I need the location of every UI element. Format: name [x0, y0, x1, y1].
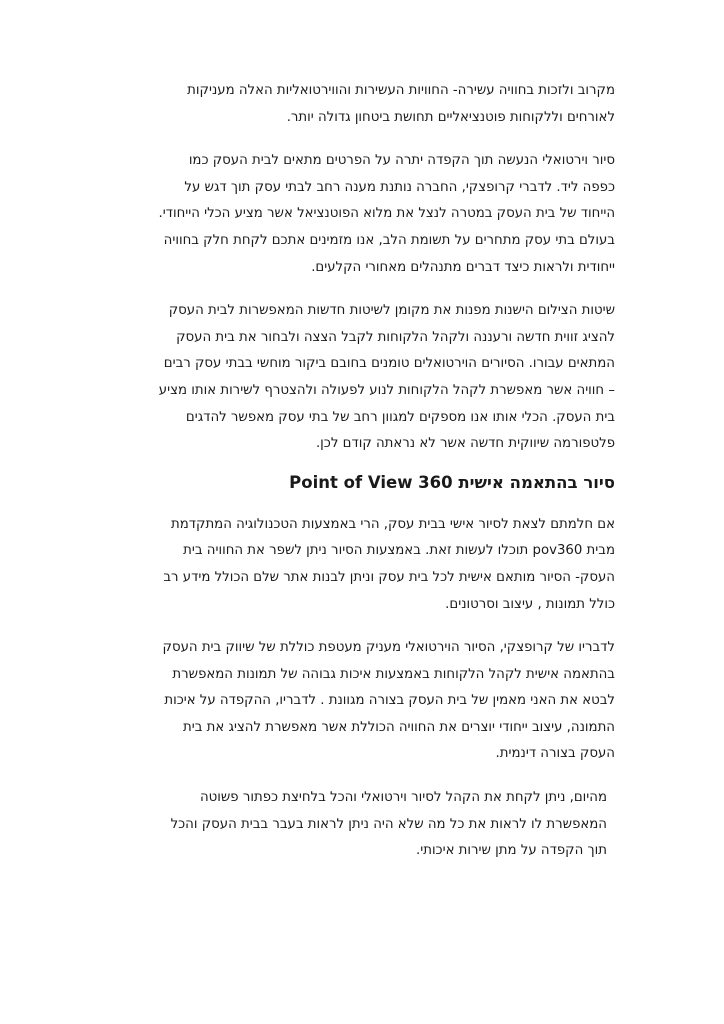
- text-line: לבטא את האני מאמין של בית העסק בצורה מגוונת . לדבריו, ההקפדה על איכות: [164, 693, 615, 709]
- text-line: בעולם בתי עסק מתחרים על תשומת הלב, אנו מזמינים אתכם לקחת חלק בחוויה: [163, 232, 615, 248]
- text-line: בית העסק. הכלי אותו אנו מספקים למגוון רחב של בתי עסק מאפשר להדגים: [185, 409, 615, 425]
- text-line: בהתאמה אישית לקהל הלקוחות באמצעות איכות גבוהה של תמונות המאפשרת: [172, 666, 615, 682]
- document-page: [95, 78, 615, 865]
- section-heading: סיור בהתאמה אישית Point of View 360: [289, 472, 615, 492]
- paragraph-marketing-envelope: [95, 635, 615, 768]
- text-line: המתאים עבורו. הסיורים הוירטואלים טומנים בחובם ביקור מוחשי בבתי עסק רבים: [163, 356, 615, 372]
- text-line: מקרוב ולזכות בחוויה עשירה- החוויות העשירות והווירטואליות האלה מעניקות: [187, 83, 615, 98]
- text-line: מהיום, ניתן לקחת את הקהל לסיור וירטואלי והכל בלחיצת כפתור פשוטה: [199, 790, 607, 806]
- paragraph-intro-continuation: [95, 78, 615, 131]
- text-line: המאפשרת לו לראות את כל מה שלא היה ניתן לראות בעבר בבית העסק והכל: [170, 816, 607, 832]
- text-line: כולל תמונות , עיצוב וסרטונים.: [445, 596, 615, 612]
- text-line: שיטות הצילום הישנות מפנות את מקומן לשיטות חדשות המאפשרות לבית העסק: [168, 303, 615, 319]
- text-line: העסק- הסיור מותאם אישית לכל בית עסק וניתן לבנות אתר שלם הכולל מידע רב: [163, 569, 615, 585]
- text-line: העסק בצורה דינמית.: [495, 746, 615, 762]
- text-line: ייחודית ולראות כיצד דברים מתנהלים מאחורי הקלעים.: [311, 259, 615, 275]
- text-line: סיור וירטואלי הנעשה תוך הקפדה יתרה על הפרטים מתאים לבית העסק כמו: [188, 153, 615, 169]
- paragraph-photography-methods: [95, 298, 615, 458]
- text-line: לאורחים וללקוחות פוטנציאליים תחושת ביטחון גדולה יותר.: [286, 109, 615, 125]
- text-line: מבית pov360 תוכלו לעשות זאת. באמצעות הסיור ניתן לשפר את החוויה בית: [183, 543, 615, 559]
- text-line: הייחוד של בית העסק במטרה לנצל את מלוא הפוטנציאל אשר מציע הכלי הייחודי.: [158, 206, 615, 222]
- paragraph-closing: [95, 785, 615, 865]
- text-line: – חוויה אשר מאפשרת לקהל הלקוחות לנוע לפעולה ולהצטרף לשירות אותו מציע: [158, 382, 615, 398]
- text-line: פלטפורמה שיווקית חדשה אשר לא נראתה קודם לכן.: [315, 436, 615, 452]
- paragraph-personal-tour: [95, 512, 615, 618]
- text-line: תוך הקפדה על מתן שירות איכותי.: [416, 843, 607, 859]
- text-line: אם חלמתם לצאת לסיור אישי בבית עסק, הרי באמצעות הטכנולוגיה המתקדמת: [170, 516, 615, 532]
- paragraph-virtual-tour-fit: [95, 148, 615, 281]
- text-line: התמונה, עיצוב ייחודי יוצרים את החוויה הכוללת אשר מאפשרת להציג את בית: [182, 719, 615, 735]
- text-line: כפפה ליד. לדברי קרופצקי, החברה נותנת מענה רחב לבתי עסק תוך דגש על: [184, 179, 615, 195]
- text-line: לדבריו של קרופצקי, הסיור הוירטואלי מעניק מעטפת כוללת של שיווק בית העסק: [162, 640, 615, 656]
- text-line: להציג זווית חדשה ורעננה ולקהל הלקוחות לקבל הצצה ולבחור את בית העסק: [176, 329, 615, 345]
